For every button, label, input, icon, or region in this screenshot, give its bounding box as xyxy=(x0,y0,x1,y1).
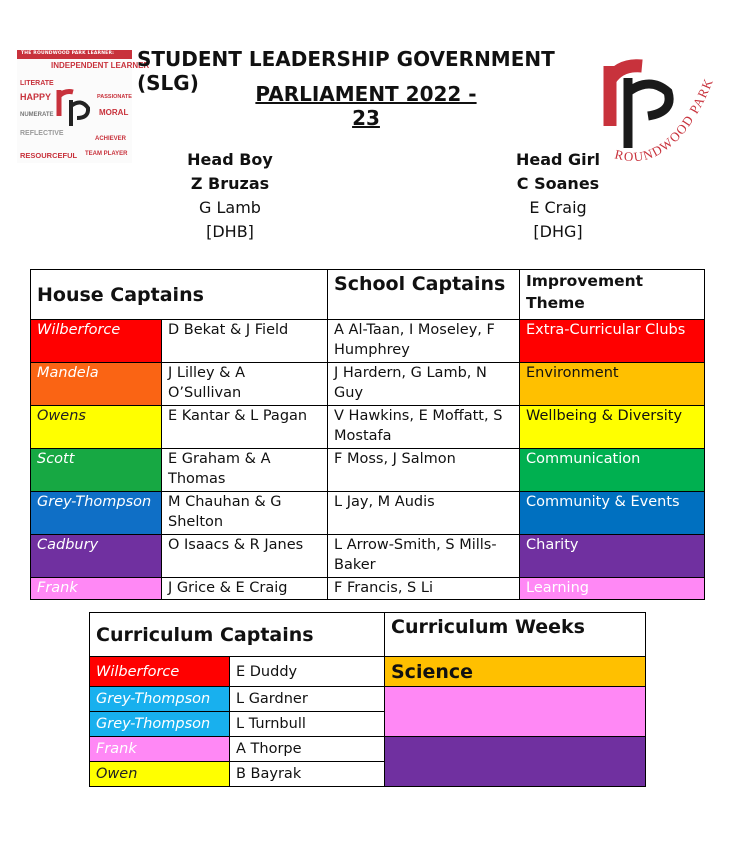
table-row xyxy=(90,687,646,712)
improvement-theme: Environment xyxy=(520,363,705,406)
curriculum-captains-header: Curriculum Captains xyxy=(90,613,385,657)
head-girl-block xyxy=(498,148,618,244)
improvement-theme: Community & Events xyxy=(520,492,705,535)
school-captains: F Moss, J Salmon xyxy=(328,449,520,492)
school-captains: L Arrow-Smith, S Mills-Baker xyxy=(328,535,520,578)
house-name: Wilberforce xyxy=(90,657,230,687)
table-row xyxy=(31,492,705,535)
captains-table-header xyxy=(31,270,705,320)
logo-word: INDEPENDENT LEARNER xyxy=(51,61,150,70)
page-subtitle: PARLIAMENT 2022 - 23 xyxy=(255,82,477,130)
table-row xyxy=(31,320,705,363)
deputy-head-girl-name: E Craig xyxy=(529,198,587,217)
rp-monogram-small xyxy=(55,86,95,128)
house-name: Grey-Thompson xyxy=(90,712,230,737)
school-captains: F Francis, S Li xyxy=(328,578,520,600)
head-boy-block xyxy=(170,148,290,244)
school-captains: J Hardern, G Lamb, N Guy xyxy=(328,363,520,406)
curriculum-captain: A Thorpe xyxy=(230,737,385,762)
house-captains: E Graham & A Thomas xyxy=(162,449,328,492)
house-captains: M Chauhan & G Shelton xyxy=(162,492,328,535)
deputy-head-boy-name: G Lamb xyxy=(199,198,261,217)
curriculum-captain: L Gardner xyxy=(230,687,385,712)
improvement-theme: Charity xyxy=(520,535,705,578)
house-name: Scott xyxy=(31,449,162,492)
curriculum-week: Science xyxy=(385,657,646,687)
improvement-theme-header: Improvement Theme xyxy=(520,270,705,320)
curriculum-weeks-header: Curriculum Weeks xyxy=(385,613,646,657)
page-title: STUDENT LEADERSHIP GOVERNMENT (SLG) xyxy=(137,47,555,95)
logo-word: MORAL xyxy=(99,108,129,117)
house-name: Wilberforce xyxy=(31,320,162,363)
table-row xyxy=(31,449,705,492)
improvement-theme: Extra-Curricular Clubs xyxy=(520,320,705,363)
logo-word: HAPPY xyxy=(20,92,52,102)
school-captains: L Jay, M Audis xyxy=(328,492,520,535)
curriculum-header-row xyxy=(90,613,646,657)
captains-table xyxy=(30,269,705,600)
logo-tagline: THE ROUNDWOOD PARK LEARNER: xyxy=(21,51,115,56)
improvement-theme: Wellbeing & Diversity xyxy=(520,406,705,449)
head-boy-name: Z Bruzas xyxy=(190,174,270,193)
curriculum-captain: L Turnbull xyxy=(230,712,385,737)
deputy-head-boy-role: [DHB] xyxy=(206,222,254,241)
school-captains: V Hawkins, E Moffatt, S Mostafa xyxy=(328,406,520,449)
house-name: Grey-Thompson xyxy=(90,687,230,712)
house-captains: J Grice & E Craig xyxy=(162,578,328,600)
table-row xyxy=(31,406,705,449)
curriculum-week xyxy=(385,687,646,737)
house-name: Cadbury xyxy=(31,535,162,578)
table-row xyxy=(31,578,705,600)
house-name: Mandela xyxy=(31,363,162,406)
curriculum-week xyxy=(385,737,646,787)
house-name: Owens xyxy=(31,406,162,449)
house-captains: E Kantar & L Pagan xyxy=(162,406,328,449)
table-row xyxy=(90,657,646,687)
table-row xyxy=(31,363,705,406)
learner-wordcloud-logo xyxy=(17,50,150,163)
head-girl-title: Head Girl xyxy=(515,150,601,169)
improvement-theme: Learning xyxy=(520,578,705,600)
curriculum-table xyxy=(89,612,646,787)
house-name: Grey-Thompson xyxy=(31,492,162,535)
logo-word: NUMERATE xyxy=(20,112,54,118)
deputy-head-girl-role: [DHG] xyxy=(533,222,583,241)
logo-word: LITERATE xyxy=(20,80,54,87)
school-captains-header: School Captains xyxy=(328,270,520,320)
house-name: Frank xyxy=(31,578,162,600)
table-row xyxy=(90,737,646,762)
house-captains-header: House Captains xyxy=(31,270,328,320)
logo-word: RESOURCEFUL xyxy=(20,151,78,160)
curriculum-captain: E Duddy xyxy=(230,657,385,687)
head-boy-title: Head Boy xyxy=(187,150,273,169)
curriculum-captain: B Bayrak xyxy=(230,762,385,787)
house-captains: J Lilley & A O’Sullivan xyxy=(162,363,328,406)
logo-word: REFLECTIVE xyxy=(20,130,64,137)
logo-word: ACHIEVER xyxy=(95,136,127,142)
logo-tagline-strip xyxy=(17,50,132,59)
house-captains: O Isaacs & R Janes xyxy=(162,535,328,578)
table-row xyxy=(31,535,705,578)
school-captains: A Al-Taan, I Moseley, F Humphrey xyxy=(328,320,520,363)
improvement-theme: Communication xyxy=(520,449,705,492)
house-captains: D Bekat & J Field xyxy=(162,320,328,363)
head-girl-name: C Soanes xyxy=(516,174,600,193)
logo-arc-text: ROUNDWOOD PARK xyxy=(613,75,717,165)
house-name: Frank xyxy=(90,737,230,762)
logo-word: TEAM PLAYER xyxy=(85,151,128,157)
house-name: Owen xyxy=(90,762,230,787)
logo-word: PASSIONATE xyxy=(97,94,132,100)
